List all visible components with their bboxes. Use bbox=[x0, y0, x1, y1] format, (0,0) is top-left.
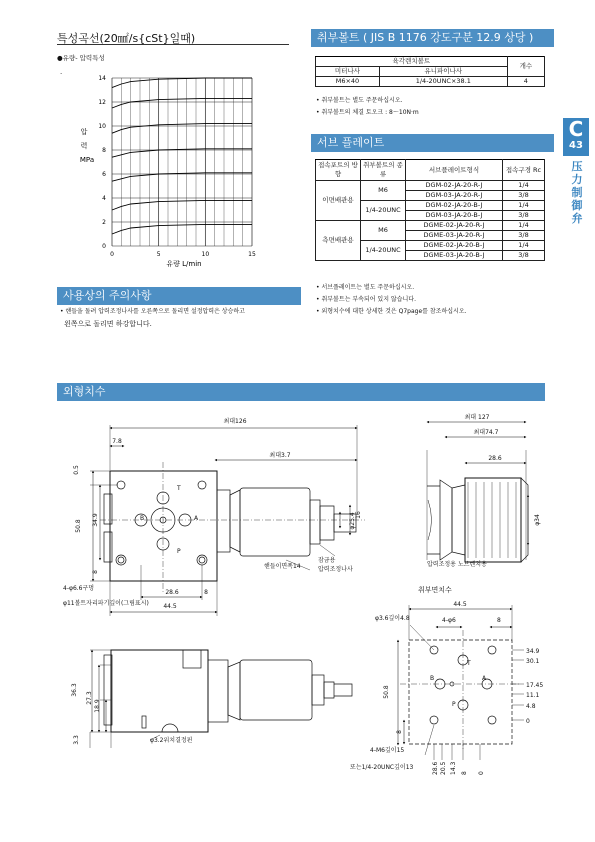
sub-model-6: DGME-03-JA-20-R-J bbox=[406, 231, 503, 241]
side-char-5: 弁 bbox=[571, 212, 583, 225]
y-tick-label: 6 bbox=[102, 171, 106, 178]
bolt-unified-value: 1/4-20UNC×38.1 bbox=[379, 77, 507, 87]
mount-50-8: 50.8 bbox=[383, 685, 390, 699]
characteristics-title: 특성곡선(20㎟/s{cSt}일때) bbox=[57, 30, 289, 45]
dim-127: 최대 127 bbox=[464, 414, 490, 421]
usage-note-1: • 핸들을 돌려 압력조정나사를 오른쪽으로 돌리면 설정압력은 상승하고 bbox=[60, 308, 245, 315]
x-tick-label: 5 bbox=[156, 251, 161, 258]
sub-group-back: 이면배관용 bbox=[316, 181, 361, 221]
port-b: B bbox=[140, 515, 145, 522]
sub-header-model: 서브플레이트형식 bbox=[406, 160, 503, 181]
sub-rc-8: 3/8 bbox=[503, 251, 545, 261]
dim-8-left: 8 bbox=[92, 570, 99, 574]
bolt-table-header: 육각렌치볼트 bbox=[316, 57, 508, 67]
mount-right-4: 11.1 bbox=[526, 692, 540, 699]
sub-note-1: • 서브플레이트는 별도 주문하십시오. bbox=[316, 284, 415, 291]
dim-7-8: 7.8 bbox=[112, 438, 122, 445]
mount-unc-label: 또는1/4-20UNC깊이13 bbox=[350, 764, 414, 771]
dim-74-7: 최대74.7 bbox=[473, 429, 499, 436]
bolt-note-1: • 취부볼트는 별도 주문하십시오. bbox=[316, 97, 403, 104]
sub-header-rc: 접속구경 Rc bbox=[503, 160, 545, 181]
sub-note-3: • 외형치수에 대한 상세한 것은 Q7page를 참조하십시오. bbox=[316, 308, 467, 315]
dim-28-6-knob: 28.6 bbox=[488, 455, 502, 462]
x-tick-label: 15 bbox=[248, 251, 256, 258]
chart-series-line-5 bbox=[112, 124, 252, 134]
mount-right-3: 17.45 bbox=[526, 682, 544, 689]
x-tick-label: 10 bbox=[201, 251, 210, 258]
chart-dot: · bbox=[60, 70, 63, 78]
y-tick-label: 12 bbox=[98, 99, 106, 106]
sub-model-8: DGME-03-JA-20-B-J bbox=[406, 251, 503, 261]
lock-label-2: 압력조정나사 bbox=[318, 566, 353, 573]
handle-label: 핸들이면폭14 bbox=[264, 563, 301, 570]
bolt-qty-value: 4 bbox=[507, 77, 544, 87]
dim-34-9: 34.9 bbox=[92, 513, 99, 527]
dim-0-5: 0.5 bbox=[73, 465, 80, 475]
bottom-view bbox=[90, 650, 352, 748]
y-tick-label: 14 bbox=[98, 75, 106, 82]
dimension-drawings bbox=[0, 400, 595, 780]
side-char-3: 制 bbox=[571, 186, 583, 199]
sub-header-bolt: 취부볼트의 종류 bbox=[361, 160, 406, 181]
sub-group-side: 측면배관용 bbox=[316, 221, 361, 261]
y-axis-unit: MPa bbox=[79, 156, 95, 164]
usage-note-2: 왼쪽으로 돌리면 하강합니다. bbox=[64, 320, 152, 328]
y-tick-label: 0 bbox=[102, 243, 106, 250]
mounting-bolt-bar: 취부볼트 ( JIS B 1176 강도구분 12.9 상당 ) bbox=[311, 29, 554, 47]
knob-view bbox=[427, 422, 528, 562]
bolt-table bbox=[315, 56, 545, 87]
port-p: P bbox=[177, 548, 181, 555]
sub-plate-bar: 서브 플레이트 bbox=[311, 134, 554, 152]
dim-16: 16 bbox=[355, 511, 362, 519]
side-tab bbox=[563, 118, 589, 156]
dim-36-3: 36.3 bbox=[71, 683, 78, 697]
sub-rc-7: 1/4 bbox=[503, 241, 545, 251]
mount-bottom-5: 0 bbox=[478, 771, 485, 775]
x-tick-label: 0 bbox=[110, 251, 114, 258]
sub-rc-4: 3/8 bbox=[503, 211, 545, 221]
mount-bottom-1: 28.6 bbox=[432, 761, 439, 775]
x-axis-label: 유량 L/min bbox=[166, 260, 202, 268]
bolt-metric-value: M6×40 bbox=[316, 77, 380, 87]
sub-header-port: 접속포트의 방향 bbox=[316, 160, 361, 181]
sub-rc-1: 1/4 bbox=[503, 181, 545, 191]
nut-label: 압력조정용 노브렌치용 bbox=[427, 561, 487, 568]
sub-bolt-m6-2: M6 bbox=[361, 221, 406, 241]
y-tick-label: 2 bbox=[102, 219, 106, 226]
y-tick-label: 10 bbox=[98, 123, 106, 130]
chart-series-line-2 bbox=[112, 200, 252, 210]
sub-rc-3: 1/4 bbox=[503, 201, 545, 211]
mount-title: 취부면치수 bbox=[418, 586, 452, 594]
dim-8-bottom: 8 bbox=[204, 589, 208, 596]
holes-label: 4-φ6.6구멍 bbox=[63, 585, 95, 592]
side-char-4: 御 bbox=[571, 199, 583, 212]
dim-126: 최대126 bbox=[223, 418, 247, 425]
dim-27-3: 27.3 bbox=[86, 691, 93, 705]
mounting-surface bbox=[398, 605, 524, 760]
sub-model-3: DGM-02-JA-20-B-J bbox=[406, 201, 503, 211]
side-tab-vertical-text bbox=[569, 160, 585, 225]
mount-bottom-2: 20.5 bbox=[440, 761, 447, 775]
lock-label-1: 잠금용 bbox=[318, 557, 336, 564]
dim-25-4: φ25.4 bbox=[349, 512, 356, 530]
sub-rc-5: 1/4 bbox=[503, 221, 545, 231]
y-axis-label-2: 력 bbox=[80, 142, 88, 150]
sub-model-2: DGM-03-JA-20-R-J bbox=[406, 191, 503, 201]
mount-bottom-3: 14.3 bbox=[450, 761, 457, 775]
sub-rc-6: 3/8 bbox=[503, 231, 545, 241]
dim-44-5: 44.5 bbox=[163, 603, 177, 610]
chart-caption: ●유량- 압력특성 bbox=[57, 54, 105, 62]
mount-pin-label: φ3.6깊이4.8 bbox=[375, 615, 410, 622]
mount-bottom-4: 8 bbox=[461, 771, 468, 775]
pin-label: φ3.2위치결정핀 bbox=[150, 737, 193, 744]
bolt-table-unified-header: 유니파이나사 bbox=[379, 67, 507, 77]
flow-pressure-chart bbox=[72, 70, 272, 270]
side-tab-letter: C bbox=[568, 117, 584, 141]
dim-18-9: 18.9 bbox=[94, 699, 101, 713]
chart-series-line-7 bbox=[112, 78, 252, 88]
dim-34: φ34 bbox=[534, 514, 541, 526]
bolt-table-qty-header: 개수 bbox=[507, 57, 544, 77]
mount-44-5: 44.5 bbox=[453, 601, 467, 608]
sub-model-7: DGME-02-JA-20-B-J bbox=[406, 241, 503, 251]
port-t: T bbox=[177, 485, 181, 492]
counterbore-label: φ11볼트자리파기깊이(그림표시) bbox=[63, 600, 149, 607]
dim-3-3: 3.3 bbox=[73, 735, 80, 745]
sub-rc-2: 3/8 bbox=[503, 191, 545, 201]
mount-right-5: 4.8 bbox=[526, 703, 536, 710]
mount-right-2: 30.1 bbox=[526, 658, 540, 665]
dim-3-7: 최대3.7 bbox=[269, 452, 291, 459]
port-a: A bbox=[194, 515, 199, 522]
mount-8-left: 8 bbox=[396, 730, 403, 734]
sub-bolt-m6-1: M6 bbox=[361, 181, 406, 201]
dim-50-8: 50.8 bbox=[75, 519, 82, 533]
dimensions-bar: 외형치수 bbox=[57, 383, 545, 401]
mount-holes-label: 4-φ6 bbox=[442, 617, 456, 624]
mount-right-6: 0 bbox=[526, 718, 530, 725]
side-tab-number: 43 bbox=[569, 140, 583, 151]
dim-28-6: 28.6 bbox=[165, 589, 179, 596]
usage-caution-bar: 사용상의 주의사항 bbox=[57, 287, 301, 305]
bolt-table-metric-header: 미터나사 bbox=[316, 67, 380, 77]
bolt-note-2: • 취부볼트의 체결 토오크 : 8～10N·m bbox=[316, 109, 419, 116]
mount-8: 8 bbox=[497, 617, 501, 624]
mount-m6-label: 4-M6깊이15 bbox=[370, 747, 405, 754]
mount-port-a: A bbox=[482, 675, 487, 682]
sub-plate-table bbox=[315, 159, 545, 261]
side-char-2: 力 bbox=[571, 173, 583, 186]
y-tick-label: 8 bbox=[102, 147, 106, 154]
mount-port-b: B bbox=[430, 675, 435, 682]
chart-series-line-1 bbox=[112, 224, 252, 234]
sub-model-4: DGM-03-JA-20-B-J bbox=[406, 211, 503, 221]
side-char-1: 压 bbox=[571, 160, 583, 173]
sub-bolt-unc-1: 1/4-20UNC bbox=[361, 201, 406, 221]
y-axis-label-1: 압 bbox=[80, 128, 88, 136]
sub-model-1: DGM-02-JA-20-R-J bbox=[406, 181, 503, 191]
sub-note-2: • 취부볼트는 부속되어 있지 않습니다. bbox=[316, 296, 417, 303]
y-tick-label: 4 bbox=[102, 195, 106, 202]
chart-series-line-6 bbox=[112, 98, 252, 108]
mount-port-p: P bbox=[452, 701, 456, 708]
sub-model-5: DGME-02-JA-20-R-J bbox=[406, 221, 503, 231]
mount-right-1: 34.9 bbox=[526, 648, 540, 655]
mount-port-t: T bbox=[467, 660, 471, 667]
front-view bbox=[90, 425, 365, 616]
sub-bolt-unc-2: 1/4-20UNC bbox=[361, 241, 406, 261]
